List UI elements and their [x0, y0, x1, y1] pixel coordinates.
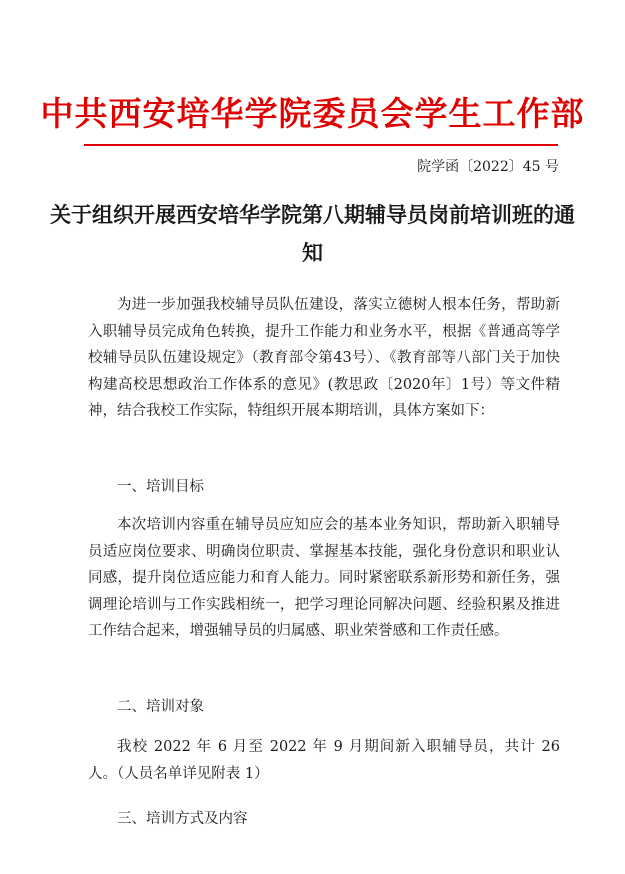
section-heading-goals: 一、培训目标: [117, 479, 204, 495]
document-number: 院学函〔2022〕45 号: [417, 159, 559, 175]
section-body-goals: 本次培训内容重在辅导员应知应会的基本业务知识，帮助新入职辅导员适应岗位要求、明确岗位职责、掌握基本技能，强化身份意识和职业认同感，提升岗位适应能力和育人能力。同时紧密联系新形势和新任务，强调理论培训与工作实践相统一，把学习理论同解决问题、经验积累及推进工作结合起来，增强辅导员的归属感、职业荣誉感和工作责任感。: [88, 517, 560, 639]
org-header-title: 中共西安培华学院委员会学生工作部: [40, 94, 585, 133]
section-heading-participants: 二、培训对象: [117, 699, 204, 715]
header-divider: [84, 144, 558, 146]
section-body-participants: 我校 2022 年 6 月至 2022 年 9 月期间新入职辅导员，共计 26 人。（人员名单详见附表 1）: [88, 739, 560, 782]
document-title: 关于组织开展西安培华学院第八期辅导员岗前培训班的通知: [50, 202, 575, 265]
section-heading-method: 三、培训方式及内容: [117, 811, 248, 827]
intro-paragraph: 为进一步加强我校辅导员队伍建设，落实立德树人根本任务，帮助新入职辅导员完成角色转换，提升工作能力和业务水平，根据《普通高等学校辅导员队伍建设规定》（教育部令第43号）、《教育部等八部门关于加快构建高校思想政治工作体系的意见》(教思政〔2020年〕1号）等文件精神，结合我校工作实际，特组织开展本期培训，具体方案如下：: [88, 297, 560, 419]
